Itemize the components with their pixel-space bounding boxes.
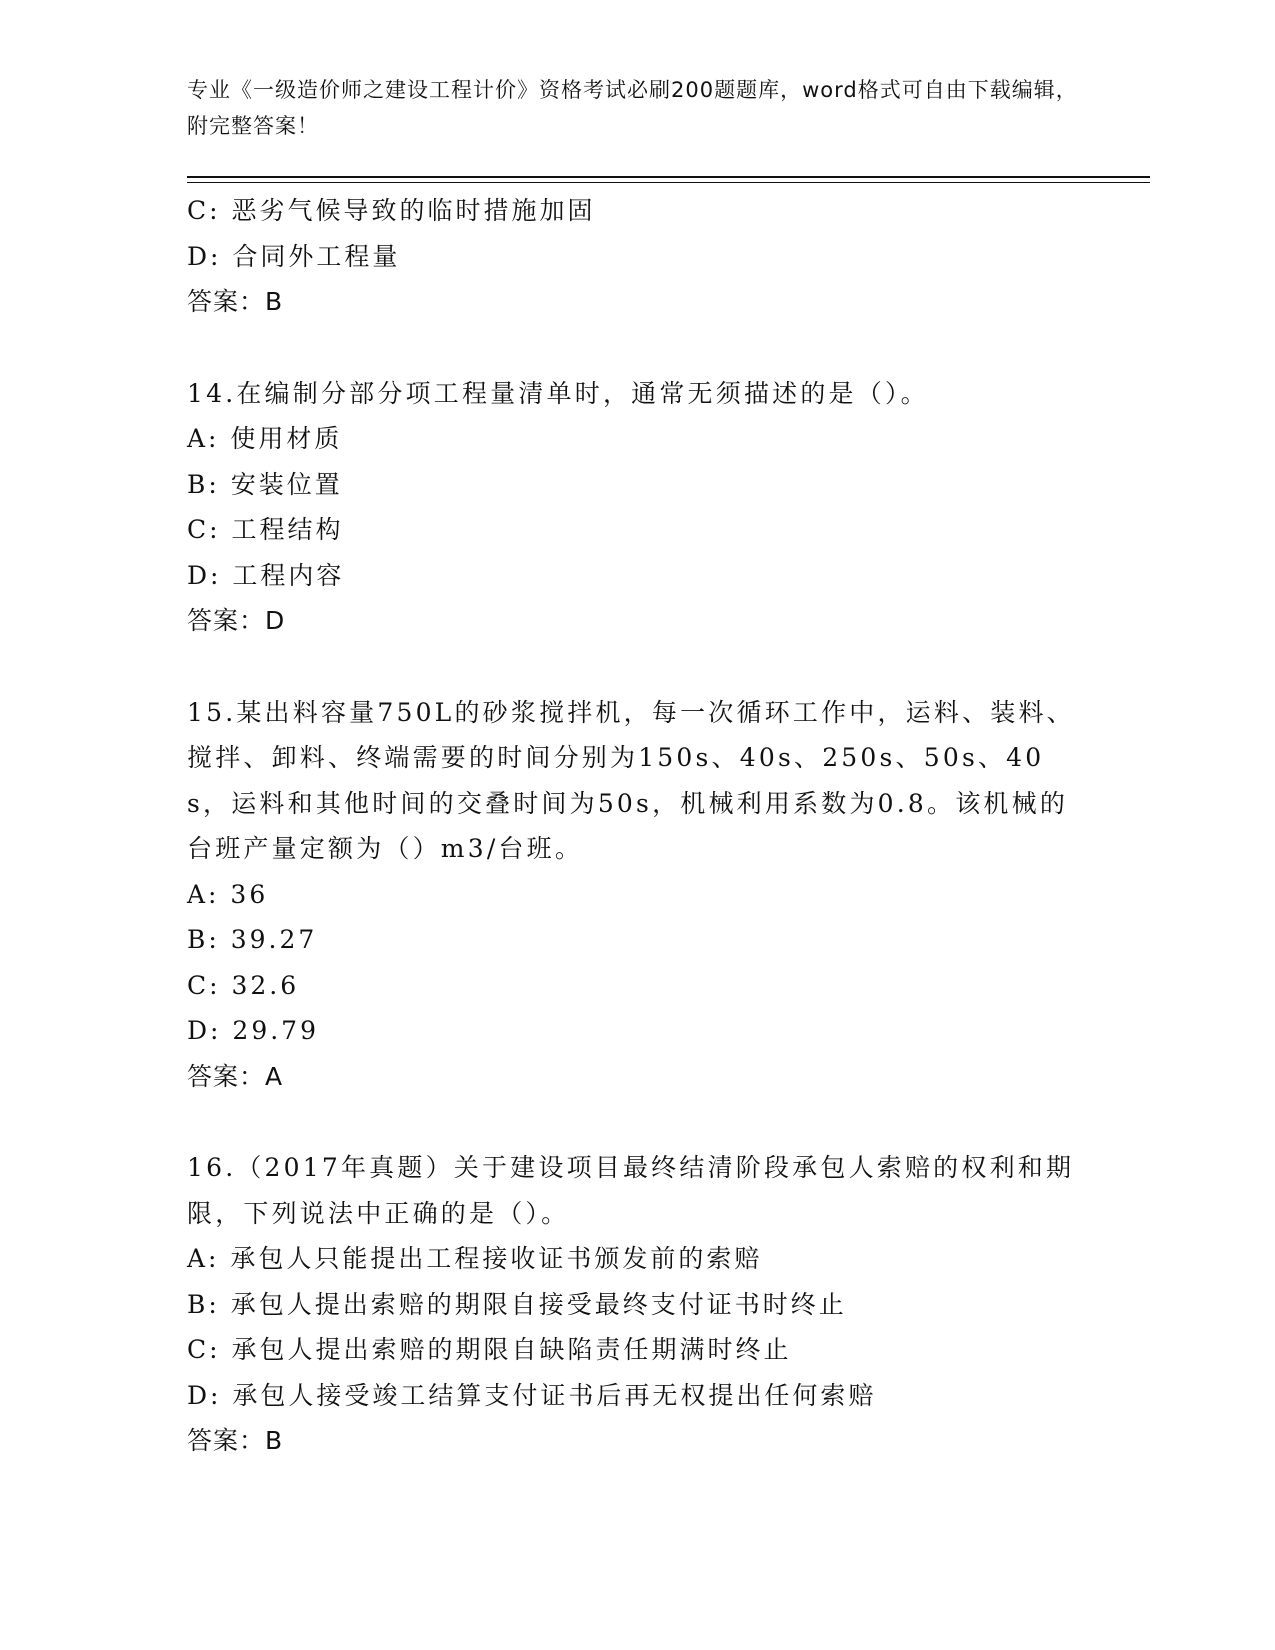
question-stem: 14.在编制分部分项工程量清单时，通常无须描述的是（）。 xyxy=(187,378,929,408)
question-15 xyxy=(187,690,1087,1100)
option-d: D: 工程内容 xyxy=(187,560,345,590)
option-d: D: 29.79 xyxy=(187,1016,319,1045)
option-c: C: 工程结构 xyxy=(187,515,344,544)
question-stem: 16.（2017年真题）关于建设项目最终结清阶段承包人索赔的权利和期限，下列说法中正确的是（）。 xyxy=(187,1153,1075,1228)
option-b: B: 安装位置 xyxy=(187,469,343,499)
option-a: A: 36 xyxy=(187,879,269,909)
option-a: A: 承包人只能提出工程接收证书颁发前的索赔 xyxy=(187,1244,763,1273)
answer: 答案：A xyxy=(187,1061,284,1091)
option-c: C: 恶劣气候导致的临时措施加固 xyxy=(187,196,596,225)
spacer xyxy=(187,644,1087,690)
page-header: 专业《一级造价师之建设工程计价》资格考试必刷200题题库，word格式可自由下载编辑，附完整答案！ xyxy=(187,78,1078,138)
header-divider-thin xyxy=(187,182,1150,183)
option-a: A: 使用材质 xyxy=(187,424,343,453)
option-b: B: 39.27 xyxy=(187,925,318,954)
answer: 答案：B xyxy=(187,1426,284,1455)
option-d: D: 承包人接受竣工结算支付证书后再无权提出任何索赔 xyxy=(187,1380,877,1410)
option-b: B: 承包人提出索赔的期限自接受最终支付证书时终止 xyxy=(187,1289,847,1319)
question-14 xyxy=(187,371,1087,644)
question-16 xyxy=(187,1145,1087,1464)
option-d: D: 合同外工程量 xyxy=(187,241,401,271)
option-c: C: 32.6 xyxy=(187,970,300,1000)
answer: 答案：B xyxy=(187,287,284,316)
question-list xyxy=(187,188,1087,1464)
header-divider-thick xyxy=(187,176,1150,178)
question-stem: 15.某出料容量750L的砂浆搅拌机，每一次循环工作中，运料、装料、搅拌、卸料、终端需要的时间分别为150s、40s、250s、50s、40s，运料和其他时间的交叠时间为50s，机械利用系数为0.8。该机械的台班产量定额为（）m3/台班。 xyxy=(187,697,1075,863)
answer: 答案：D xyxy=(187,606,286,635)
option-c: C: 承包人提出索赔的期限自缺陷责任期满时终止 xyxy=(187,1335,792,1364)
spacer xyxy=(187,325,1087,371)
question-13 xyxy=(187,188,1087,325)
spacer xyxy=(187,1099,1087,1145)
